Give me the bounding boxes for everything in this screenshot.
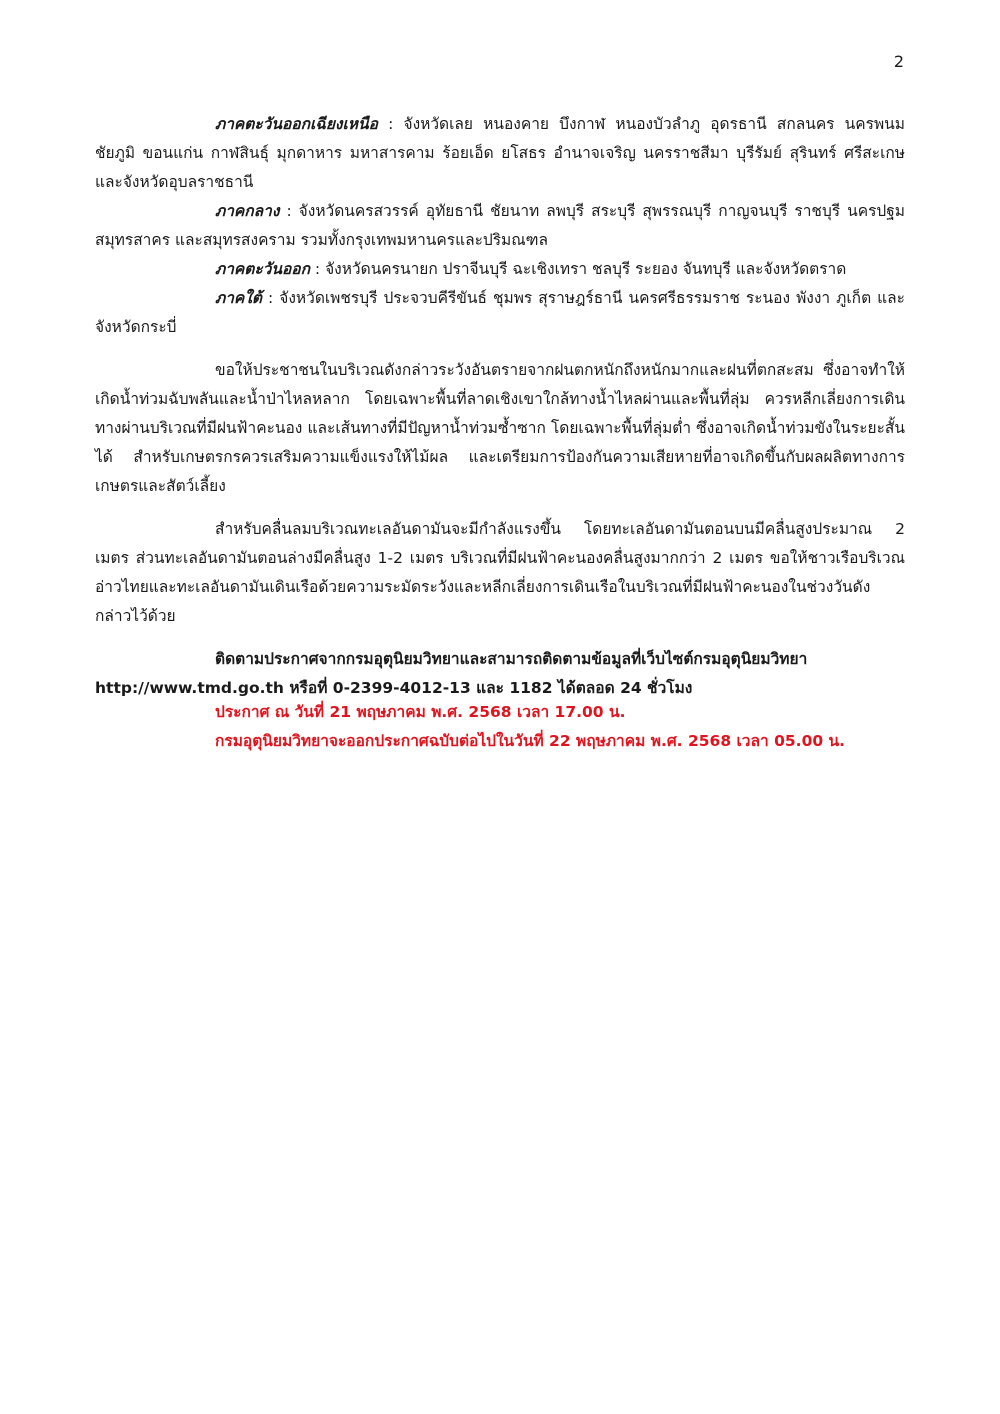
- follow-notice: ติดตามประกาศจากกรมอุตุนิยมวิทยาและสามารถติดตามข้อมูลที่เว็บไซต์กรมอุตุนิยมวิทยา http://www.tmd.go.th หรือที่ 0-2399-4012-13 และ 1182 ได้ตลอด 24 ชั่วโมง: [95, 650, 808, 697]
- next-announcement: กรมอุตุนิยมวิทยาจะออกประกาศฉบับต่อไปในวันที่ 22 พฤษภาคม พ.ศ. 2568 เวลา 05.00 น.: [215, 732, 846, 750]
- region-northeast: ภาคตะวันออกเฉียงเหนือ : จังหวัดเลย หนองคาย บึงกาฬ หนองบัวลำภู อุดรธานี สกลนคร นครพนม ชัยภูมิ ขอนแก่น กาฬสินธุ์ มุกดาหาร มหาสารคาม ร้อยเอ็ด ยโสธร อำนาจเจริญ นครราชสีมา บุรีรัมย์ สุรินทร์ ศรีสะเกษ และจังหวัดอุบลราชธานี: [95, 115, 905, 191]
- region-provinces: จังหวัดเพชรบุรี ประจวบคีรีขันธ์ ชุมพร สุราษฎร์ธานี นครศรีธรรมราช ระนอง พังงา ภูเก็ต และจังหวัดกระบี่: [95, 289, 905, 336]
- page-number: 2: [893, 52, 904, 71]
- announcement-date: ประกาศ ณ วันที่ 21 พฤษภาคม พ.ศ. 2568 เวลา 17.00 น.: [215, 703, 626, 721]
- region-name: ภาคกลาง: [215, 202, 280, 220]
- issued-block: [215, 698, 935, 756]
- region-provinces: จังหวัดนครสวรรค์ อุทัยธานี ชัยนาท ลพบุรี สระบุรี สุพรรณบุรี กาญจนบุรี ราชบุรี นครปฐม สมุทรสาคร และสมุทรสงคราม รวมทั้งกรุงเทพมหานครและปริมณฑล: [95, 202, 905, 249]
- region-provinces: จังหวัดเลย หนองคาย บึงกาฬ หนองบัวลำภู อุดรธานี สกลนคร นครพนม ชัยภูมิ ขอนแก่น กาฬสินธุ์ มุกดาหาร มหาสารคาม ร้อยเอ็ด ยโสธร อำนาจเจริญ นครราชสีมา บุรีรัมย์ สุรินทร์ ศรีสะเกษ และจังหวัดอุบลราชธานี: [95, 115, 905, 191]
- region-south: ภาคใต้ : จังหวัดเพชรบุรี ประจวบคีรีขันธ์ ชุมพร สุราษฎร์ธานี นครศรีธรรมราช ระนอง พังงา ภูเก็ต และจังหวัดกระบี่: [95, 289, 905, 336]
- region-name: ภาคตะวันออกเฉียงเหนือ: [215, 115, 378, 133]
- region-east: ภาคตะวันออก : จังหวัดนครนายก ปราจีนบุรี ฉะเชิงเทรา ชลบุรี ระยอง จันทบุรี และจังหวัดตราด: [215, 260, 847, 278]
- region-provinces: จังหวัดนครนายก ปราจีนบุรี ฉะเชิงเทรา ชลบุรี ระยอง จันทบุรี และจังหวัดตราด: [325, 260, 847, 278]
- region-name: ภาคใต้: [215, 289, 262, 307]
- warning-paragraph: ขอให้ประชาชนในบริเวณดังกล่าวระวังอันตรายจากฝนตกหนักถึงหนักมากและฝนที่ตกสะสม ซึ่งอาจทำให้เกิดน้ำท่วมฉับพลันและน้ำป่าไหลหลาก โดยเฉพาะพื้นที่ลาดเชิงเขาใกล้ทางน้ำไหลผ่านและพื้นที่ลุ่ม ควรหลีกเลี่ยงการเดินทางผ่านบริเวณที่มีฝนฟ้าคะนอง และเส้นทางที่มีปัญหาน้ำท่วมซ้ำซาก โดยเฉพาะพื้นที่ลุ่มต่ำ ซึ่งอาจเกิดน้ำท่วมขังในระยะสั้นได้ สำหรับเกษตรกรควรเสริมความแข็งแรงให้ไม้ผล และเตรียมการป้องกันความเสียหายที่อาจเกิดขึ้นกับผลผลิตทางการเกษตรและสัตว์เลี้ยง: [95, 361, 905, 495]
- document-body: [95, 110, 905, 703]
- region-name: ภาคตะวันออก: [215, 260, 310, 278]
- wave-paragraph: สำหรับคลื่นลมบริเวณทะเลอันดามันจะมีกำลังแรงขึ้น โดยทะเลอันดามันตอนบนมีคลื่นสูงประมาณ 2 เมตร ส่วนทะเลอันดามันตอนล่างมีคลื่นสูง 1-2 เมตร บริเวณที่มีฝนฟ้าคะนองคลื่นสูงมากกว่า 2 เมตร ขอให้ชาวเรือบริเวณอ่าวไทยและทะเลอันดามันเดินเรือด้วยความระมัดระวังและหลีกเลี่ยงการเดินเรือในบริเวณที่มีฝนฟ้าคะนองในช่วงวันดังกล่าวไว้ด้วย: [95, 520, 905, 625]
- region-central: ภาคกลาง : จังหวัดนครสวรรค์ อุทัยธานี ชัยนาท ลพบุรี สระบุรี สุพรรณบุรี กาญจนบุรี ราชบุรี นครปฐม สมุทรสาคร และสมุทรสงคราม รวมทั้งกรุงเทพมหานครและปริมณฑล: [95, 202, 905, 249]
